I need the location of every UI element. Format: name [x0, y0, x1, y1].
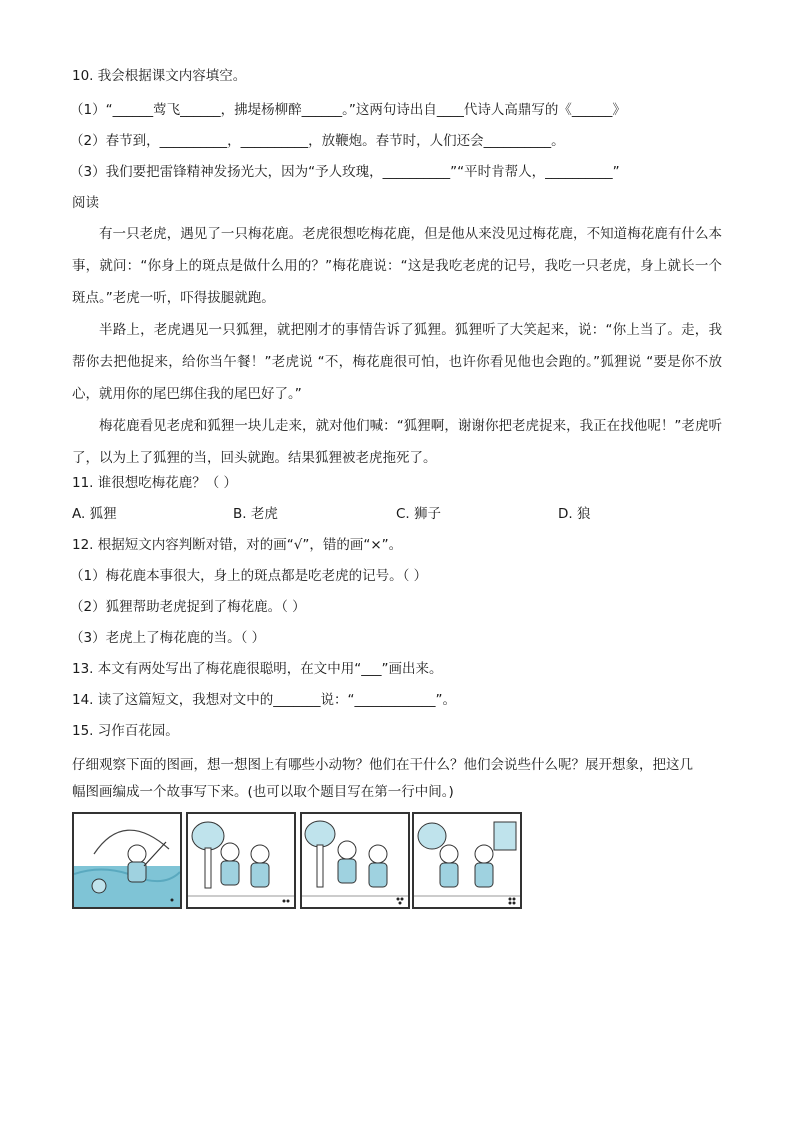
q15-instruction: 仔细观察下面的图画，想一想图上有哪些小动物？他们在干什么？他们会说些什么呢？展开想象，把这几	[72, 757, 693, 773]
passage-paragraph: 有一只老虎，遇见了一只梅花鹿。老虎很想吃梅花鹿，但是他从来没见过梅花鹿，不知道梅花鹿有什么本事，就问：“你身上的斑点是做什么用的？”梅花鹿说：“这是我吃老虎的记号，我吃一只老虎，身上就长一个斑点。”老虎一听，吓得拔腿就跑。	[72, 226, 722, 306]
q11-option-b: B. 老虎	[233, 506, 278, 522]
q11-option-d: D. 狼	[558, 506, 591, 522]
q12-title: 12. 根据短文内容判断对错，对的画“√”，错的画“×”。	[72, 537, 403, 553]
passage-paragraph: 梅花鹿看见老虎和狐狸一块儿走来，就对他们喊：“狐狸啊，谢谢你把老虎捉来，我正在找他呢！”老虎听了，以为上了狐狸的当，回头就跑。结果狐狸被老虎拖死了。	[72, 418, 722, 466]
q12-item-3: （3）老虎上了梅花鹿的当。（ ）	[70, 630, 266, 646]
q11-option-c: C. 狮子	[396, 506, 442, 522]
q10-item-3: （3）我们要把雷锋精神发扬光大，因为“予人玫瑰，__________”“平时肯帮人，__________”	[70, 164, 620, 180]
q14: 14. 读了这篇短文，我想对文中的_______说：“____________”。	[72, 692, 456, 708]
q10-item-1: （1）“______莺飞______，拂堤杨柳醉______。”这两句诗出自____代诗人高鼎写的《______》	[70, 102, 626, 118]
picture-strip	[72, 812, 522, 909]
picture-panel-1	[72, 812, 182, 909]
q12-item-2: （2）狐狸帮助老虎捉到了梅花鹿。（ ）	[70, 599, 306, 615]
q11-option-a: A. 狐狸	[72, 506, 117, 522]
reading-passage	[72, 218, 722, 474]
q10-item-2: （2）春节到，__________，__________，放鞭炮。春节时，人们还会__________。	[70, 133, 565, 149]
picture-panel-3	[300, 812, 410, 909]
q12-item-1: （1）梅花鹿本事很大，身上的斑点都是吃老虎的记号。（ ）	[70, 568, 428, 584]
q13: 13. 本文有两处写出了梅花鹿很聪明，在文中用“___”画出来。	[72, 661, 443, 677]
passage-paragraph: 半路上，老虎遇见一只狐狸，就把刚才的事情告诉了狐狸。狐狸听了大笑起来，说：“你上当了。走，我帮你去把他捉来，给你当午餐！”老虎说 “不，梅花鹿很可怕，也许你看见他也会跑的。”狐狸说 “要是你不放心，就用你的尾巴绑住我的尾巴好了。”	[72, 322, 722, 402]
picture-panel-2	[186, 812, 296, 909]
reading-label: 阅读	[72, 195, 99, 211]
q15-instruction: 幅图画编成一个故事写下来。(也可以取个题目写在第一行中间。)	[72, 784, 454, 800]
q11-title: 11. 谁很想吃梅花鹿？（ ）	[72, 475, 238, 491]
q10-title: 10. 我会根据课文内容填空。	[72, 68, 247, 84]
q15-title: 15. 习作百花园。	[72, 723, 179, 739]
picture-panel-4	[412, 812, 522, 909]
